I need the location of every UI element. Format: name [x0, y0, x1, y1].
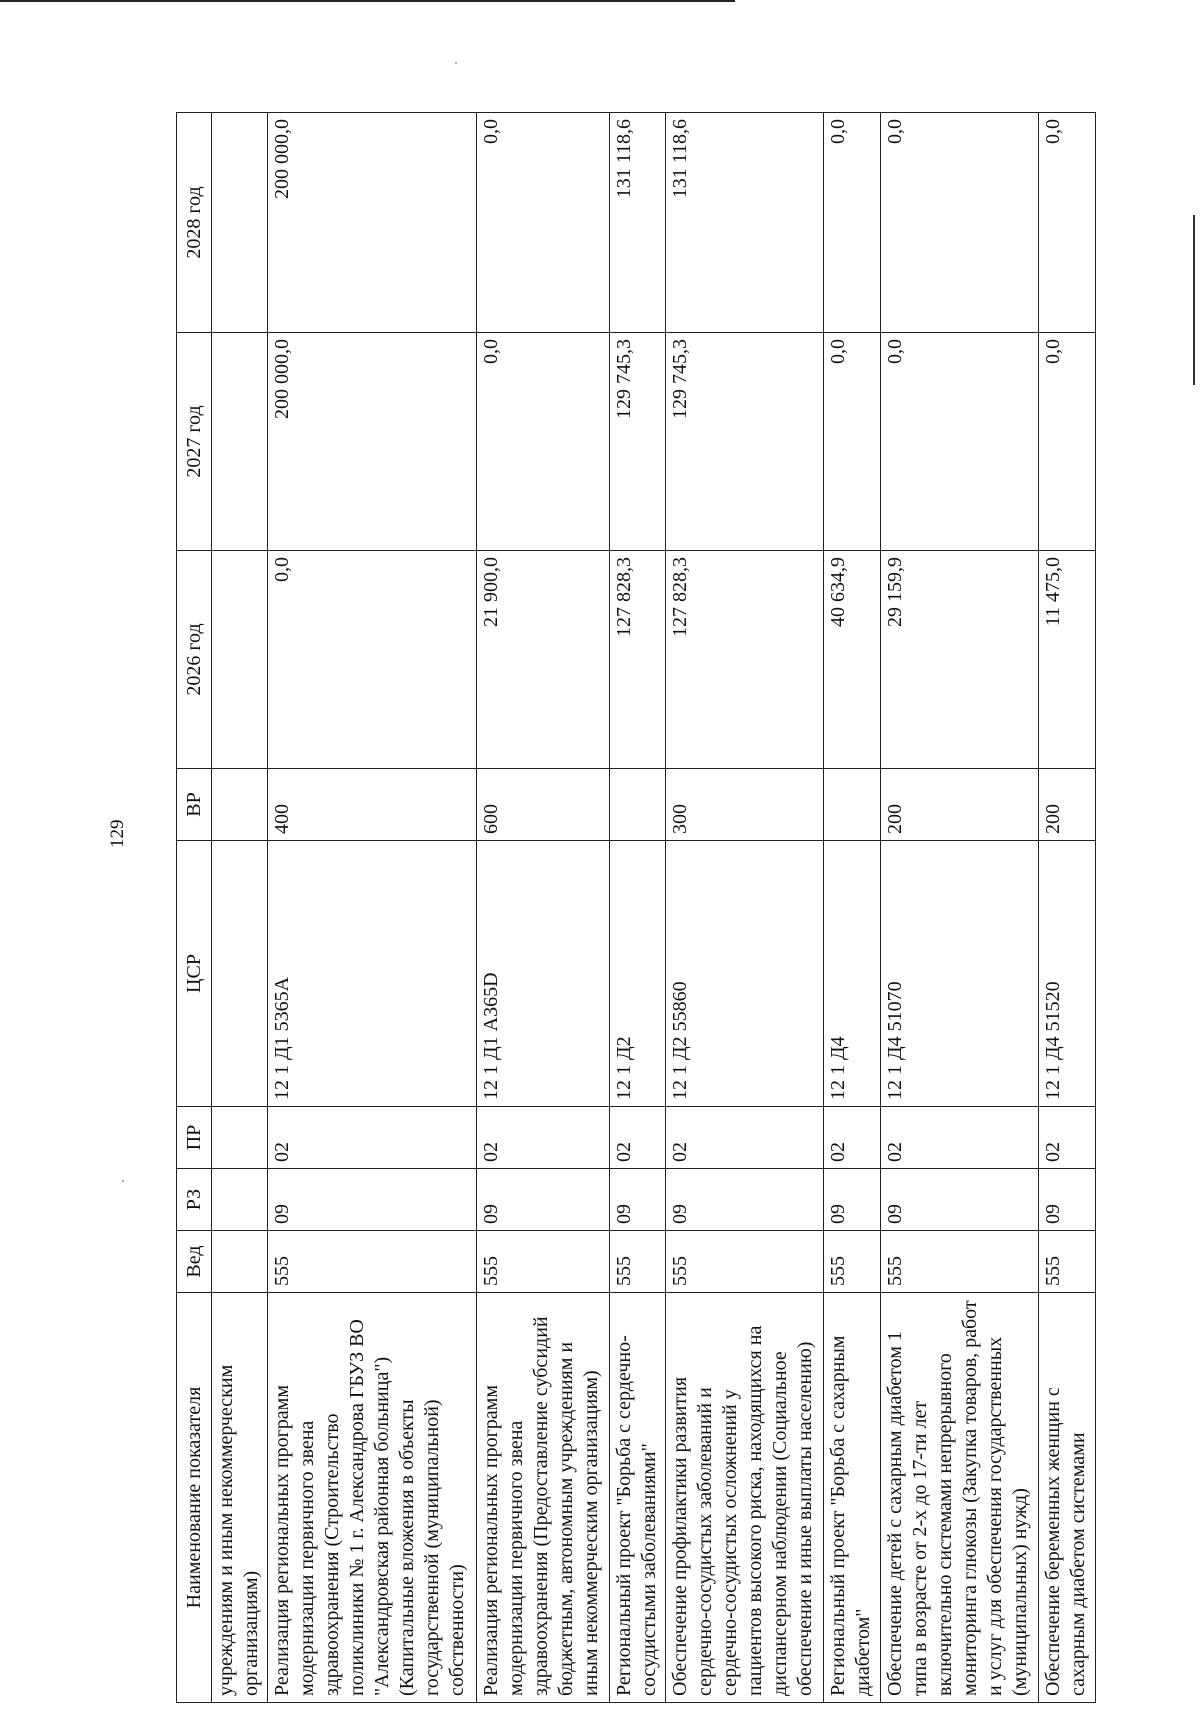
cell-pr: 02 — [666, 1107, 824, 1169]
col-header-name: Наименование показателя — [177, 1293, 212, 1703]
col-header-csr: ЦСР — [177, 841, 212, 1107]
cell-vr: 400 — [268, 769, 477, 841]
page-number: 129 — [107, 819, 128, 848]
cell-2028: 131 118,6 — [666, 113, 824, 333]
cell-rz: 09 — [824, 1169, 880, 1231]
cell-rz: 09 — [268, 1169, 477, 1231]
top-border-line — [0, 0, 735, 2]
cell-2027: 200 000,0 — [268, 333, 477, 551]
cell-csr: 12 1 Д2 55860 — [666, 841, 824, 1107]
cell-csr: 12 1 Д4 — [824, 841, 880, 1107]
cell-csr: 12 1 Д4 51520 — [1038, 841, 1095, 1107]
scan-speck — [455, 62, 457, 64]
cell-2028: 0,0 — [477, 113, 610, 333]
cell-2026: 0,0 — [268, 551, 477, 769]
cell-2028 — [212, 113, 268, 333]
col-header-vr: ВР — [177, 769, 212, 841]
cell-pr: 02 — [1038, 1107, 1095, 1169]
cell-csr: 12 1 Д2 — [610, 841, 666, 1107]
cell-rz: 09 — [610, 1169, 666, 1231]
cell-2027: 0,0 — [824, 333, 880, 551]
cell-vr: 600 — [477, 769, 610, 841]
cell-pr: 02 — [477, 1107, 610, 1169]
cell-2028: 0,0 — [1038, 113, 1095, 333]
cell-name: учреждениям и иным некоммерческим организациям) — [212, 1293, 268, 1703]
cell-ved: 555 — [880, 1231, 1038, 1293]
col-header-2028: 2028 год — [177, 113, 212, 333]
table-row — [610, 113, 666, 1703]
cell-ved: 555 — [477, 1231, 610, 1293]
cell-pr: 02 — [268, 1107, 477, 1169]
cell-vr — [610, 769, 666, 841]
table-row — [880, 113, 1038, 1703]
cell-2028: 200 000,0 — [268, 113, 477, 333]
cell-csr: 12 1 Д4 51070 — [880, 841, 1038, 1107]
cell-ved: 555 — [824, 1231, 880, 1293]
cell-pr: 02 — [824, 1107, 880, 1169]
cell-2027 — [212, 333, 268, 551]
col-header-rz: РЗ — [177, 1169, 212, 1231]
cell-vr — [824, 769, 880, 841]
cell-2026: 127 828,3 — [666, 551, 824, 769]
cell-name: Обеспечение беременных женщин с сахарным диабетом системами — [1038, 1293, 1095, 1703]
cell-2026: 29 159,9 — [880, 551, 1038, 769]
cell-name: Реализация региональных программ модернизации первичного звена здравоохранения (Строительство поликлиники № 1 г. Александрова ГБУЗ ВО "Александровская районная больница") (Капитальные вложения в объекты государственной (муниципальной) собственности) — [268, 1293, 477, 1703]
cell-ved: 555 — [610, 1231, 666, 1293]
cell-2026: 127 828,3 — [610, 551, 666, 769]
col-header-2026: 2026 год — [177, 551, 212, 769]
table-row — [666, 113, 824, 1703]
cell-2028: 0,0 — [880, 113, 1038, 333]
cell-ved: 555 — [666, 1231, 824, 1293]
cell-2027: 0,0 — [880, 333, 1038, 551]
cell-2026: 11 475,0 — [1038, 551, 1095, 769]
cell-csr: 12 1 Д1 5365А — [268, 841, 477, 1107]
cell-csr — [212, 841, 268, 1107]
table-row — [824, 113, 880, 1703]
cell-ved: 555 — [1038, 1231, 1095, 1293]
cell-2027: 0,0 — [477, 333, 610, 551]
cell-vr: 200 — [880, 769, 1038, 841]
cell-2026 — [212, 551, 268, 769]
cell-ved: 555 — [268, 1231, 477, 1293]
budget-table-rotated — [176, 113, 1096, 1703]
cell-2027: 129 745,3 — [610, 333, 666, 551]
cell-name: Обеспечение профилактики развития сердечно-сосудистых заболеваний и сердечно-сосудистых осложнений у пациентов высокого риска, находящихся на диспансерном наблюдении (Социальное обеспечение и иные выплаты населению) — [666, 1293, 824, 1703]
cell-vr — [212, 769, 268, 841]
cell-rz — [212, 1169, 268, 1231]
col-header-pr: ПР — [177, 1107, 212, 1169]
budget-table — [176, 112, 1096, 1703]
cell-rz: 09 — [666, 1169, 824, 1231]
cell-rz: 09 — [880, 1169, 1038, 1231]
table-header-row — [177, 113, 212, 1703]
cell-name: Реализация региональных программ модернизации первичного звена здравоохранения (Предоставление субсидий бюджетным, автономным учреждениям и иным некоммерческим организациям) — [477, 1293, 610, 1703]
cell-csr: 12 1 Д1 А365D — [477, 841, 610, 1107]
cell-2026: 40 634,9 — [824, 551, 880, 769]
cell-rz: 09 — [477, 1169, 610, 1231]
cell-2027: 0,0 — [1038, 333, 1095, 551]
table-row — [477, 113, 610, 1703]
table-row — [212, 113, 268, 1703]
cell-pr: 02 — [880, 1107, 1038, 1169]
cell-pr — [212, 1107, 268, 1169]
cell-vr: 200 — [1038, 769, 1095, 841]
cell-pr: 02 — [610, 1107, 666, 1169]
cell-2027: 129 745,3 — [666, 333, 824, 551]
col-header-ved: Вед — [177, 1231, 212, 1293]
cell-name: Региональный проект "Борьба с сахарным диабетом" — [824, 1293, 880, 1703]
table-row — [268, 113, 477, 1703]
cell-rz: 09 — [1038, 1169, 1095, 1231]
cell-vr: 300 — [666, 769, 824, 841]
cell-2028: 131 118,6 — [610, 113, 666, 333]
col-header-2027: 2027 год — [177, 333, 212, 551]
cell-name: Региональный проект "Борьба с сердечно-сосудистыми заболеваниями" — [610, 1293, 666, 1703]
cell-name: Обеспечение детей с сахарным диабетом 1 типа в возрасте от 2-х до 17-ти лет включительно системами непрерывного мониторинга глюкозы (Закупка товаров, работ и услуг для обеспечения государственных (муниципальных) нужд) — [880, 1293, 1038, 1703]
cell-2028: 0,0 — [824, 113, 880, 333]
cell-2026: 21 900,0 — [477, 551, 610, 769]
table-row — [1038, 113, 1095, 1703]
page-edge-mark — [1193, 215, 1195, 385]
cell-ved — [212, 1231, 268, 1293]
scan-speck — [122, 1180, 124, 1182]
